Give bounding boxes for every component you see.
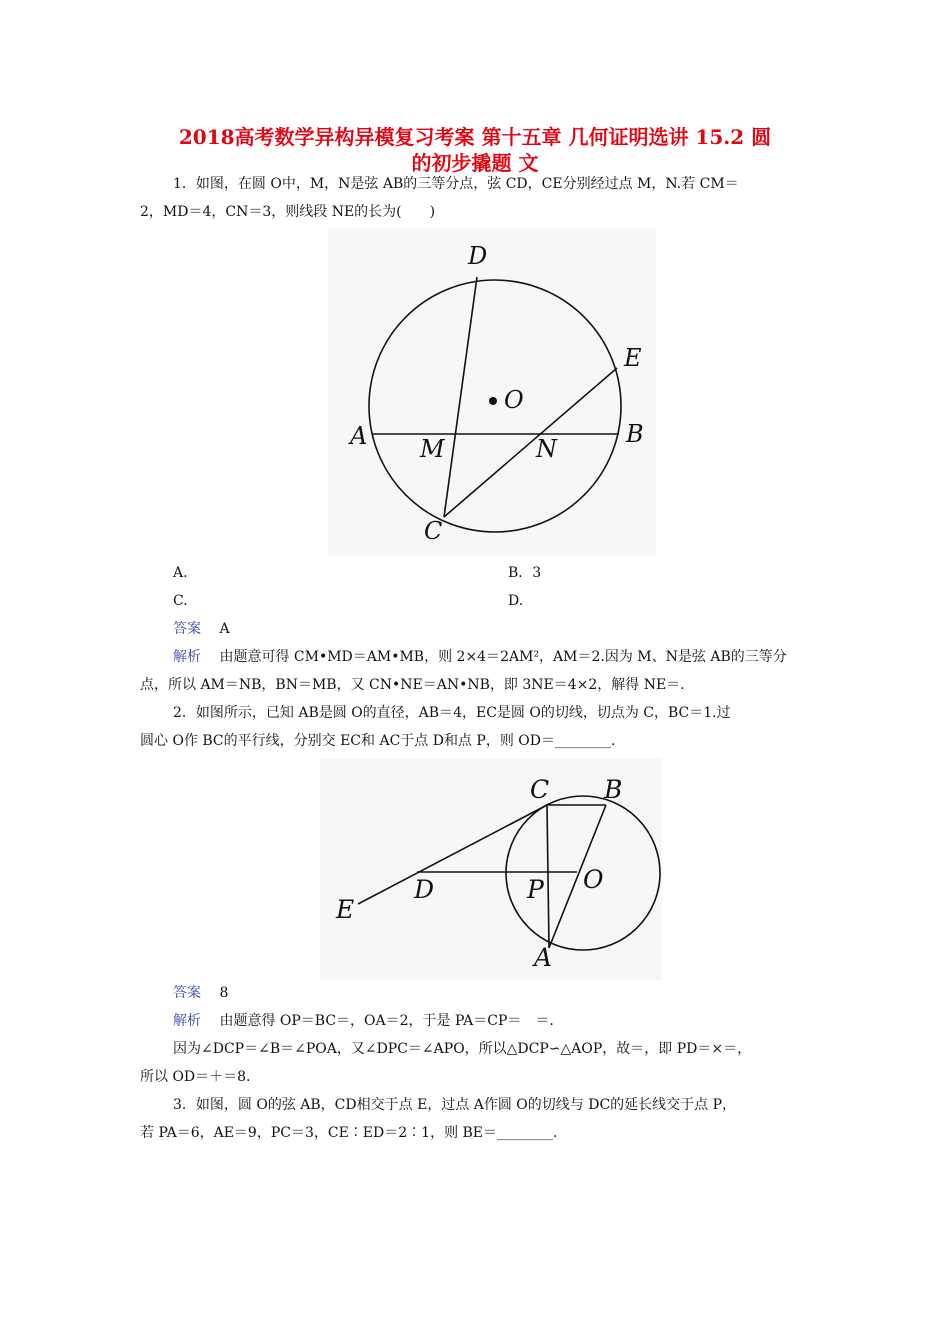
q2-analysis-line-1 xyxy=(173,1007,813,1035)
label-c: C xyxy=(530,775,550,804)
q1-circle-diagram xyxy=(328,228,656,556)
q2-answer-value: 8 xyxy=(219,985,229,1001)
label-n: N xyxy=(536,435,557,463)
label-m: M xyxy=(420,435,445,463)
q1-analysis-text-1: 由题意可得 CM•MD＝AM•MB，则 2×4＝2AM²，AM＝2.因为 M、N是弦 AB的三等分 xyxy=(219,649,787,665)
label-p: P xyxy=(527,875,544,904)
q2-circle-diagram xyxy=(320,758,662,980)
q2-analysis-line-2: 因为∠DCP＝∠B＝∠POA，又∠DPC＝∠APO，所以△DCP∽△AOP，故＝，即 PD＝×＝， xyxy=(173,1041,752,1057)
label-o: O xyxy=(583,865,604,894)
q1-text-line-1: 1．如图，在圆 O中，M，N是弦 AB的三等分点，弦 CD，CE分别经过点 M，N.若 CM＝ xyxy=(173,176,739,192)
center-point-o xyxy=(489,397,497,405)
q2-text-line-1: 2．如图所示，已知 AB是圆 O的直径，AB＝4，EC是圆 O的切线，切点为 C，BC＝1.过 xyxy=(173,705,731,721)
q1-answer-value: A xyxy=(219,621,230,637)
label-b: B xyxy=(626,420,644,448)
label-e: E xyxy=(336,895,355,924)
q1-analysis-line-2: 点，所以 AM＝NB，BN＝MB，又 CN•NE＝AN•NB，即 3NE＝4×2，解得 NE＝. xyxy=(140,677,685,693)
q1-option-c: C. xyxy=(173,593,188,609)
segment-ca xyxy=(547,805,549,948)
document-title xyxy=(140,124,810,176)
q1-option-d: D. xyxy=(508,593,524,609)
q2-answer-line xyxy=(173,979,813,1007)
q2-figure xyxy=(320,758,662,980)
title-line-1: 2018高考数学异构异模复习考案 第十五章 几何证明选讲 15.2 圆 xyxy=(178,125,772,149)
q1-text-line-2: 2，MD＝4，CN＝3，则线段 NE的长为( ) xyxy=(140,204,436,220)
q2-analysis-text-1: 由题意得 OP＝BC＝，OA＝2，于是 PA＝CP＝ ＝. xyxy=(219,1013,554,1029)
answer-label: 答案 xyxy=(173,985,201,1001)
title-line-2: 的初步撬题 文 xyxy=(411,151,539,175)
label-c: C xyxy=(424,517,443,545)
label-a: A xyxy=(534,943,553,972)
answer-label: 答案 xyxy=(173,621,201,637)
analysis-label: 解析 xyxy=(173,649,201,665)
tangent-ec xyxy=(358,805,547,904)
q1-figure xyxy=(328,228,656,556)
analysis-label: 解析 xyxy=(173,1013,201,1029)
label-e: E xyxy=(624,344,642,372)
label-o: O xyxy=(504,386,524,414)
chord-dc xyxy=(444,277,477,517)
q3-text-line-1: 3．如图，圆 O的弦 AB，CD相交于点 E，过点 A作圆 O的切线与 DC的延长线交于点 P， xyxy=(173,1097,737,1113)
label-d: D xyxy=(414,875,435,904)
q2-text-line-2: 圆心 O作 BC的平行线，分别交 EC和 AC于点 D和点 P，则 OD＝________. xyxy=(140,733,616,749)
chord-ce xyxy=(444,368,617,517)
label-d: D xyxy=(468,242,488,270)
label-a: A xyxy=(350,422,368,450)
q3-text-line-2: 若 PA＝6，AE＝9，PC＝3，CE∶ED＝2∶1，则 BE＝________. xyxy=(140,1125,558,1141)
q1-analysis-line-1 xyxy=(173,643,813,671)
q2-analysis-line-3: 所以 OD＝＋＝8. xyxy=(140,1069,251,1085)
circle-o xyxy=(369,280,621,532)
q1-answer-line xyxy=(173,615,813,643)
q1-option-a: A. xyxy=(173,565,188,581)
label-b: B xyxy=(604,775,623,804)
q1-option-b: B．3 xyxy=(508,565,542,581)
